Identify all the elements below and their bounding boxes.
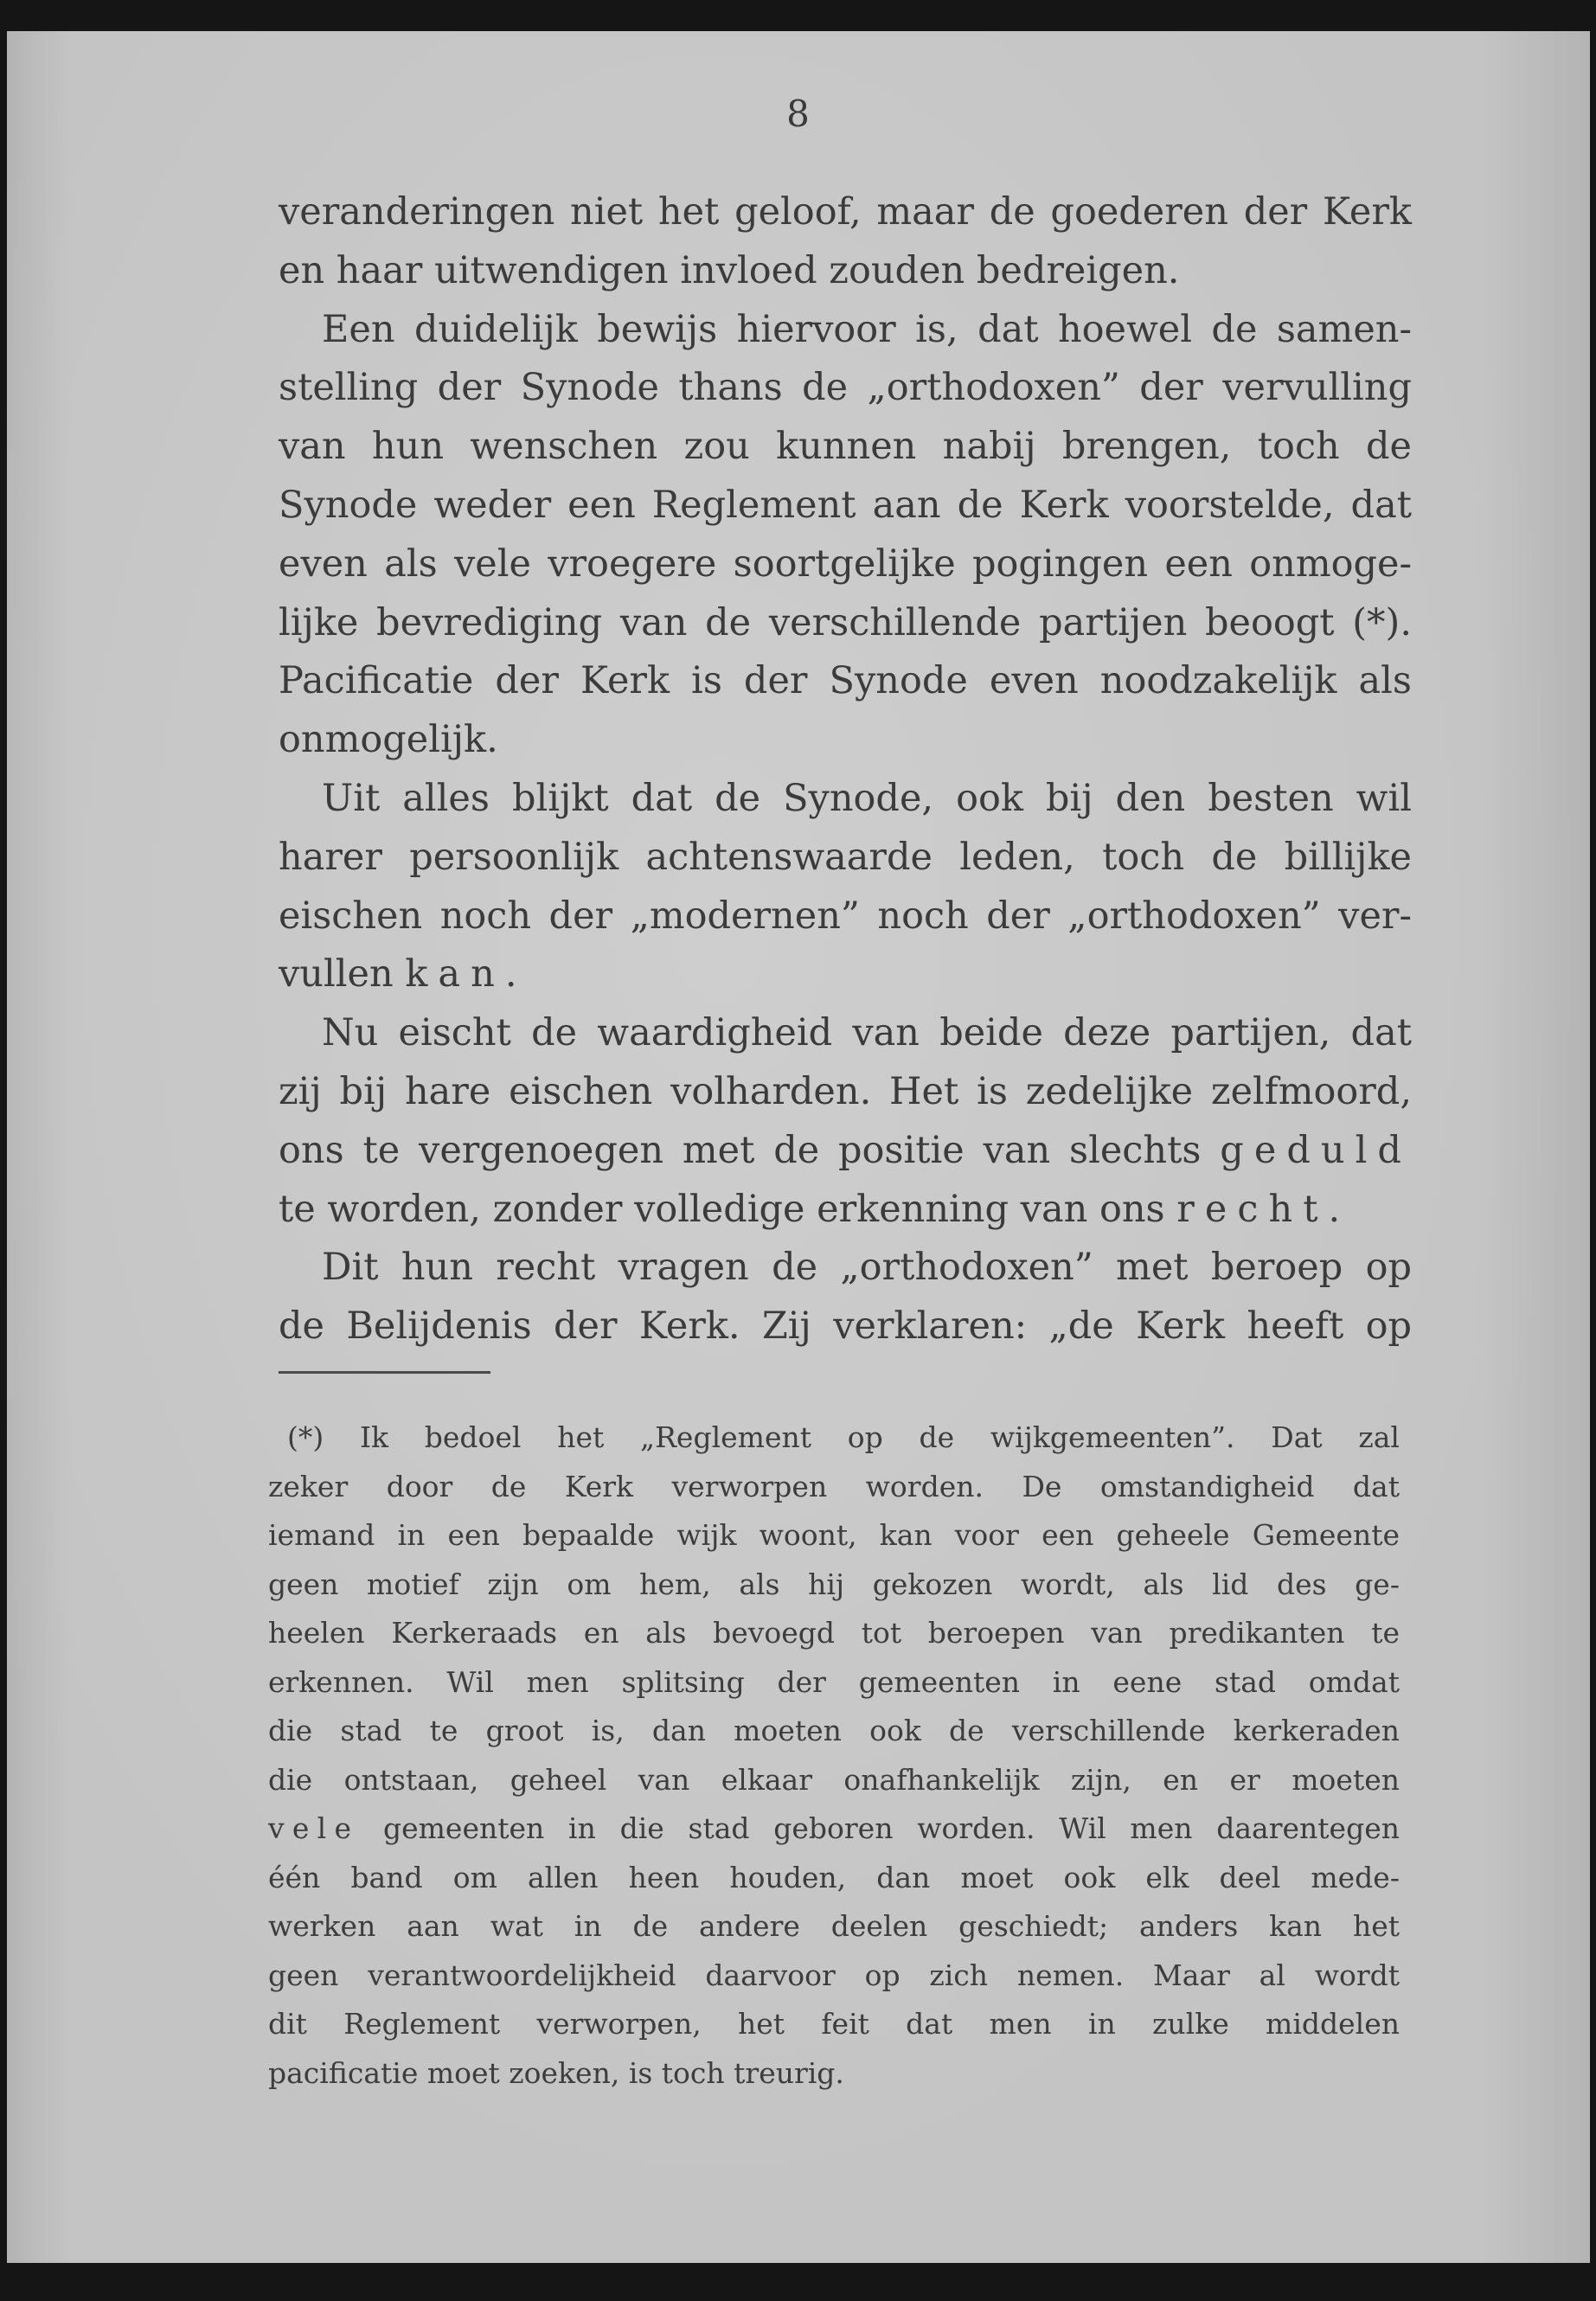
- text-line: Synode weder een Reglement aan de Kerk voorstelde, dat: [279, 483, 1412, 527]
- text-line: en haar uitwendigen invloed zouden bedreigen.: [279, 248, 1180, 292]
- text-line: onmogelijk.: [279, 718, 498, 762]
- text-line: Dit hun recht vragen de „orthodoxen” met beroep op: [322, 1246, 1412, 1290]
- emphasis-text: vele: [268, 1811, 360, 1845]
- footnote-separator: [279, 1371, 490, 1374]
- footnote-text: Ik bedoel het „Reglement op de wijkgemeenten”. Dat zal: [359, 1420, 1400, 1454]
- text-line: even als vele vroegere soortgelijke pogingen een onmoge-: [279, 542, 1412, 586]
- text-line: de Belijdenis der Kerk. Zij verklaren: „de Kerk heeft op: [279, 1304, 1412, 1349]
- emphasis-text: recht.: [1176, 1187, 1351, 1231]
- footnote-line: die stad te groot is, dan moeten ook de verschillende kerkeraden: [268, 1714, 1400, 1747]
- body-text: [279, 183, 1412, 1356]
- footnote-line: geen verantwoordelijkheid daarvoor op zich nemen. Maar al wordt: [268, 1958, 1400, 1992]
- text-fragment: ons te vergenoegen met de positie van slechts: [279, 1128, 1202, 1172]
- text-line: veranderingen niet het geloof, maar de goederen der Kerk: [279, 190, 1412, 234]
- emphasis-text: geduld: [1220, 1128, 1412, 1172]
- text-line: Uit alles blijkt dat de Synode, ook bij den besten wil: [322, 776, 1412, 820]
- footnote-line: erkennen. Wil men splitsing der gemeenten in eene stad omdat: [268, 1664, 1400, 1699]
- footnote-marker: (*): [287, 1420, 324, 1454]
- footnote-line: dit Reglement verworpen, het feit dat men in zulke middelen: [268, 2007, 1400, 2041]
- footnote-line: [268, 1804, 1400, 1854]
- footnote-line: [268, 1413, 1400, 1463]
- text-line: Pacificatie der Kerk is der Synode even noodzakelijk als: [279, 659, 1412, 703]
- text-line: stelling der Synode thans de „orthodoxen” der vervulling: [279, 366, 1412, 410]
- text-fragment: vullen: [279, 952, 394, 997]
- text-line: [279, 945, 1412, 1004]
- footnote-text: gemeenten in die stad geboren worden. Wil men daarentegen: [382, 1811, 1400, 1845]
- text-line: lijke bevrediging van de verschillende partijen beoogt (*).: [279, 600, 1412, 644]
- footnote-line: iemand in een bepaalde wijk woont, kan voor een geheele Gemeente: [268, 1518, 1400, 1552]
- footnote-line: die ontstaan, geheel van elkaar onafhankelijk zijn, en er moeten: [268, 1762, 1400, 1797]
- footnote-line: geen motief zijn om hem, als hij gekozen wordt, als lid des ge-: [268, 1567, 1400, 1601]
- text-line: [279, 1122, 1412, 1181]
- emphasis-text: kan.: [405, 952, 528, 997]
- text-line: Een duidelijk bewijs hiervoor is, dat hoewel de samen-: [322, 307, 1412, 351]
- text-line: eischen noch der „modernen” noch der „orthodoxen” ver-: [279, 894, 1412, 938]
- text-line: van hun wenschen zou kunnen nabij brengen, toch de: [279, 425, 1412, 469]
- footnote-line: heelen Kerkeraads en als bevoegd tot beroepen van predikanten te: [268, 1616, 1400, 1650]
- footnote: [268, 1413, 1400, 2098]
- footnote-line: werken aan wat in de andere deelen geschiedt; anders kan het: [268, 1909, 1400, 1943]
- text-line: [279, 1181, 1412, 1240]
- text-line: zij bij hare eischen volharden. Het is zedelijke zelfmoord,: [279, 1069, 1412, 1113]
- page-number: 8: [786, 93, 810, 135]
- footnote-line: pacificatie moet zoeken, is toch treurig.: [268, 2055, 844, 2090]
- text-line: harer persoonlijk achtenswaarde leden, toch de billijke: [279, 835, 1412, 879]
- footnote-line: één band om allen heen houden, dan moet ook elk deel mede-: [268, 1860, 1400, 1894]
- text-fragment: te worden, zonder volledige erkenning van ons: [279, 1187, 1165, 1231]
- footnote-line: zeker door de Kerk verworpen worden. De omstandigheid dat: [268, 1469, 1400, 1503]
- text-line: Nu eischt de waardigheid van beide deze partijen, dat: [322, 1011, 1412, 1055]
